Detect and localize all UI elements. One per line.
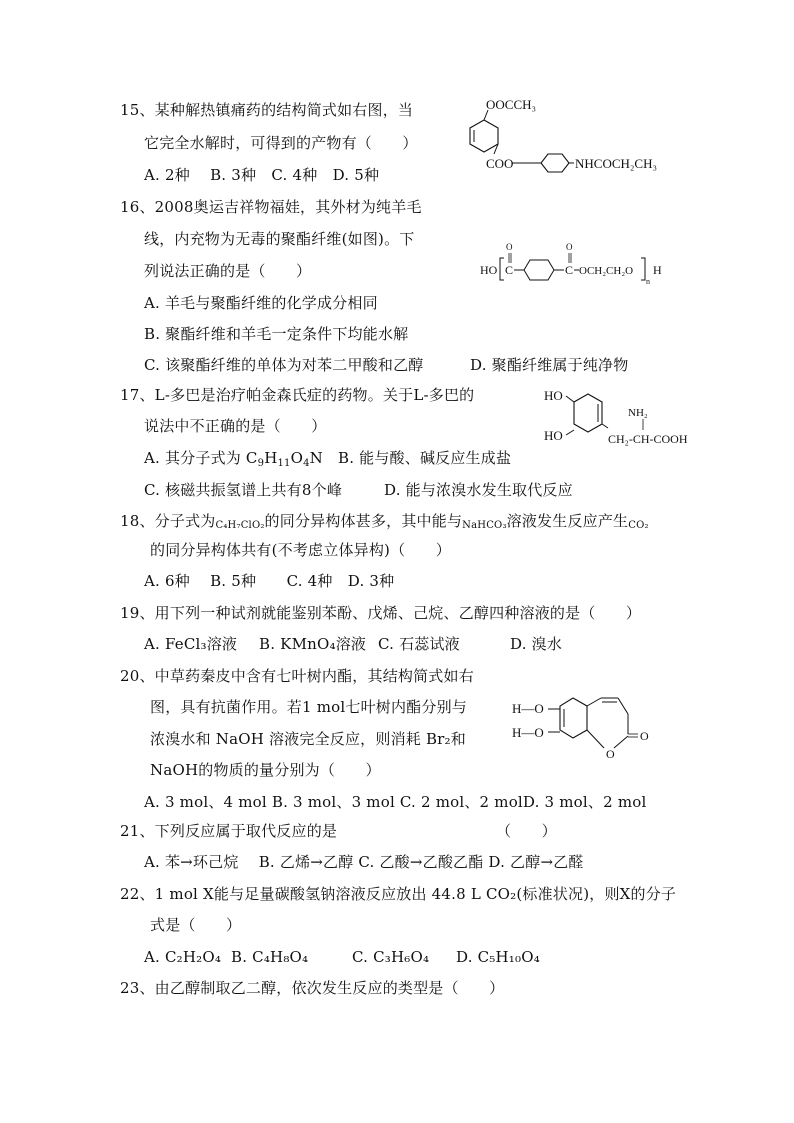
q22-line1: 22、1 mol X能与足量碳酸氢钠溶液反应放出 44.8 L CO₂(标准状况)，则X的分子: [120, 885, 677, 903]
q16-fig-ho: HO: [480, 263, 498, 277]
q16-fig-left-c: C: [505, 263, 514, 277]
q16-option-b: B. 聚酯纤维和羊毛一定条件下均能水解: [144, 325, 409, 343]
q18-line2: 的同分异构体共有(不考虑立体异构)（ ）: [150, 541, 451, 559]
q18-line1: 18、分子式为C₄H₇ClO₂的同分异构体甚多，其中能与NaHCO₃溶液发生反应产生CO₂: [120, 512, 649, 531]
q15-line2: 它完全水解时，可得到的产物有（ ）: [144, 134, 418, 152]
q16-option-d: D. 聚酯纤维属于纯净物: [470, 356, 629, 374]
q20-options: A. 3 mol、4 mol B. 3 mol、3 mol C. 2 mol、2 molD. 3 mol、2 mol: [144, 793, 647, 811]
q20-fig-o-ring: O: [606, 747, 615, 761]
q16-fig-h: H: [653, 263, 662, 277]
q17-option-c: C. 核磁共振氢谱上共有8个峰: [144, 481, 343, 499]
q16-line1: 16、2008奥运吉祥物福娃，其外材为纯羊毛: [120, 198, 422, 216]
q19-option-d: D. 溴水: [510, 635, 563, 653]
q20-line1: 20、中草药秦皮中含有七叶树内酯，其结构简式如右: [120, 667, 474, 685]
q16-fig-o2: O: [566, 242, 573, 252]
q19-option-c: C. 石蕊试液: [378, 635, 460, 653]
q15-options: A. 2种 B. 3种 C. 4种 D. 5种: [144, 166, 380, 184]
q23-line1: 23、由乙醇制取乙二醇，依次发生反应的类型是（ ）: [120, 979, 505, 997]
q21-answer-paren: （ ）: [496, 822, 557, 840]
q22-option-a: A. C₂H₂O₄: [144, 948, 222, 966]
q20-fig-o-carbonyl: O: [640, 729, 649, 743]
q18-options: A. 6种 B. 5种 C. 4种 D. 3种: [144, 572, 395, 590]
q17-fig-ho2: HO: [544, 428, 563, 443]
q17-option-a: A. 其分子式为 $C_9H_{11}O_4N$: [144, 449, 323, 469]
q15-fig-right: NHCOCH₂CH₃: [575, 156, 658, 171]
q16-option-a: A. 羊毛与聚酯纤维的化学成分相同: [144, 294, 378, 312]
q16-line3: 列说法正确的是（ ）: [144, 262, 312, 280]
q17-ldopa-figure: [544, 384, 704, 454]
q16-fig-tail: OCH₂CH₂O: [579, 265, 634, 277]
q16-polymer-figure: [478, 238, 688, 288]
q21-options: A. 苯→环己烷 B. 乙烯→乙醇 C. 乙酸→乙酸乙酯 D. 乙醇→乙醛: [144, 853, 584, 871]
q17-line1: 17、L-多巴是治疗帕金森氏症的药物。关于L-多巴的: [120, 386, 475, 404]
q20-esculetin-figure: [510, 692, 680, 772]
q16-fig-n: n: [646, 277, 650, 286]
q20-line4: NaOH的物质的量分别为（ ）: [150, 761, 381, 779]
q20-fig-ho2: H—O: [512, 725, 544, 740]
q15-line1: 15、某种解热镇痛药的结构简式如右图，当: [120, 101, 414, 119]
q17-option-b: B. 能与酸、碱反应生成盐: [338, 449, 512, 467]
q15-structure-figure: [448, 92, 678, 182]
q17-fig-nh2: NH₂: [628, 407, 648, 419]
q16-fig-right-c: C: [565, 263, 574, 277]
q16-fig-o1: O: [506, 242, 513, 252]
q22-option-d: D. C₅H₁₀O₄: [456, 948, 540, 966]
q15-fig-bottom: COO: [486, 156, 514, 171]
q22-line2: 式是（ ）: [150, 916, 242, 934]
q22-option-b: B. C₄H₈O₄: [231, 948, 309, 966]
q22-option-c: C. C₃H₆O₄: [352, 948, 430, 966]
q17-fig-ho1: HO: [544, 388, 563, 403]
q19-option-a: A. FeCl₃溶液: [144, 635, 238, 653]
q16-line2: 线，内充物为无毒的聚酯纤维(如图)。下: [144, 230, 415, 248]
q17-fig-chain: CH₂-CH-COOH: [608, 432, 688, 446]
q21-line1: 21、下列反应属于取代反应的是: [120, 822, 338, 840]
q17-option-d: D. 能与浓溴水发生取代反应: [384, 481, 573, 499]
q19-option-b: B. KMnO₄溶液: [259, 635, 367, 653]
q17-line2: 说法中不正确的是（ ）: [144, 417, 327, 435]
q20-fig-ho1: H—O: [512, 701, 544, 716]
q19-line1: 19、用下列一种试剂就能鉴别苯酚、戊烯、己烷、乙醇四种溶液的是（ ）: [120, 604, 642, 622]
q20-line3: 浓溴水和 NaOH 溶液完全反应，则消耗 Br₂和: [150, 730, 466, 748]
q15-fig-top: OOCCH₃: [486, 97, 537, 112]
q20-line2: 图，具有抗菌作用。若1 mol七叶树内酯分别与: [150, 698, 467, 716]
q16-option-c: C. 该聚酯纤维的单体为对苯二甲酸和乙醇: [144, 356, 424, 374]
